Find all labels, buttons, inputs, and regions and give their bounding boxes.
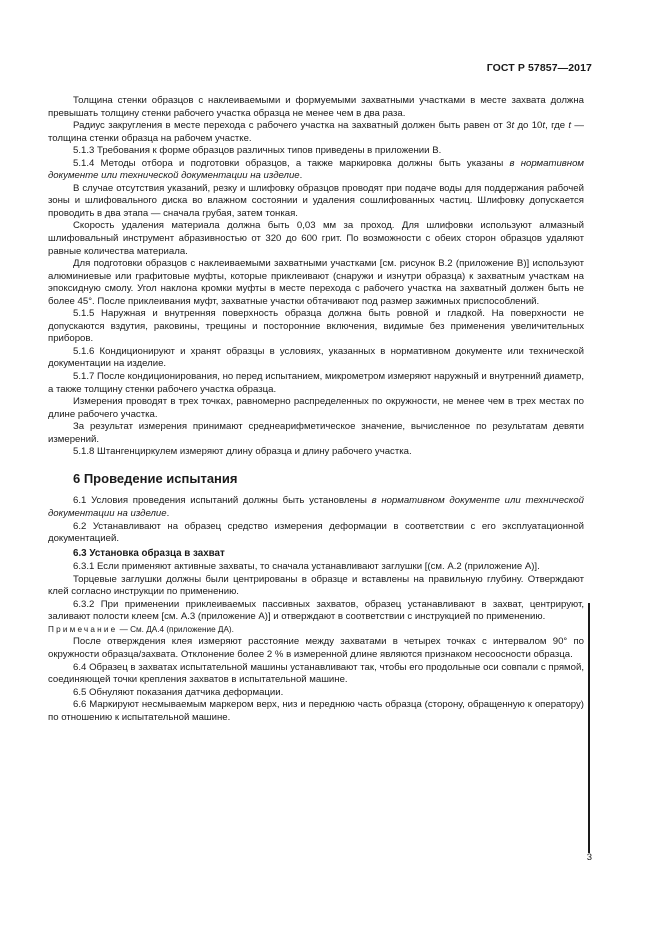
paragraph: 6.1 Условия проведения испытаний должны быть установлены в нормативном документе или технической документации на изделие. bbox=[48, 495, 585, 519]
paragraph: 6.6 Маркируют несмываемым маркером верх, низ и переднюю часть образца (сторону, обращенную к оператору) по отношению к испытательной машине. bbox=[48, 699, 584, 723]
paragraph: 5.1.3 Требования к форме образцов различных типов приведены в приложении В. bbox=[73, 145, 442, 157]
revision-bar bbox=[588, 603, 590, 853]
paragraph: 6.3.2 При применении приклеиваемых пассивных захватов, образец устанавливают в захват, центрируют, заливают полости клеем [см. А.3 (приложение А)] и отверждают в соответствии с инструкцией по применению. bbox=[48, 598, 584, 623]
paragraph: 5.1.5 Наружная и внутренняя поверхность образца должна быть ровной и гладкой. На поверхности не допускаются вздутия, раковины, трещины и посторонние включения, видимые без применения увеличительных приборов. bbox=[48, 308, 584, 345]
subsection-title: 6.3 Установка образца в захват bbox=[73, 547, 225, 559]
paragraph: 6.3.1 Если применяют активные захваты, то сначала устанавливают заглушки [(см. А.2 (приложение А)]. bbox=[73, 561, 540, 573]
paragraph: Измерения проводят в трех точках, равномерно распределенных по окружности, не менее чем в трех местах по длине рабочего участка. bbox=[48, 396, 584, 420]
paragraph: За результат измерения принимают среднеарифметическое значение, вычисленное по результатам девяти измерений. bbox=[48, 421, 584, 445]
paragraph: 6.5 Обнуляют показания датчика деформации. bbox=[73, 686, 284, 698]
paragraph: Толщина стенки образцов с наклеиваемыми и формуемыми захватными участками в месте захвата должна превышать толщину стенки рабочего участка образца не менее чем в два раза. bbox=[48, 95, 584, 119]
paragraph: Торцевые заглушки должны были центрированы в образце и вставлены на правильную глубину. Отверждают клей согласно инструкции по применению. bbox=[48, 573, 584, 598]
paragraph: После отверждения клея измеряют расстояние между захватами в четырех точках с интервалом 90° по окружности образца/захвата. Отклонение более 2 % в измеренной длине являются признаком несоосности образца. bbox=[48, 636, 584, 660]
paragraph: 5.1.7 После кондиционирования, но перед испытанием, микрометром измеряют наружный и внутренний диаметр, а также толщину стенки рабочего участка образца. bbox=[48, 371, 584, 395]
paragraph: 5.1.4 Методы отбора и подготовки образцов, а также маркировка должны быть указаны в нормативном документе или технической документации на изделие. bbox=[48, 157, 584, 182]
page-number: 3 bbox=[586, 852, 592, 863]
paragraph: 6.4 Образец в захватах испытательной машины устанавливают так, чтобы его продольные оси совпали с прямой, соединяющей точки крепления захватов в испытательной машине. bbox=[48, 661, 584, 686]
note bbox=[48, 624, 584, 637]
paragraph: В случае отсутствия указаний, резку и шлифовку образцов проводят при подаче воды для поддержания рабочей зоны и шлифовального диска во влажном состоянии и удаления сошлифованных частиц. Шлифовку допускается проводить в два этапа — сначала грубая, затем тонкая. bbox=[48, 182, 584, 219]
paragraph: Радиус закругления в месте перехода с рабочего участка на захватный должен быть равен от 3t до 10t, где t — толщина стенки образца на рабочем участке. bbox=[48, 120, 585, 144]
paragraph: Скорость удаления материала должна быть 0,03 мм за проход. Для шлифовки используют алмазный шлифовальный инструмент абразивностью от 320 до 600 грит. По возможности с обеих сторон образцов удаляют равные количества материала. bbox=[48, 220, 584, 257]
section-title: 6 Проведение испытания bbox=[73, 470, 238, 486]
paragraph: 5.1.8 Штангенциркулем измеряют длину образца и длину рабочего участка. bbox=[73, 446, 412, 458]
paragraph: Для подготовки образцов с наклеиваемыми захватными участками [см. рисунок В.2 (приложение В)] используют алюминиевые или графитовые муфты, которые приклеивают (снаружи и изнутри образца) к захватным участкам на эпоксидную смолу. Угол наклона кромки муфты в месте перехода с рабочего участка на захватный должен быть не более 45°. После приклеивания муфт, захватные участки обтачивают под размер зажимных приспособлений. bbox=[48, 258, 584, 307]
paragraph: 5.1.6 Кондиционируют и хранят образцы в условиях, указанных в нормативном документе или технической документации на изделие. bbox=[48, 345, 584, 370]
note-text: — См. ДА.4 (приложение ДА). bbox=[117, 624, 234, 634]
paragraph: 6.2 Устанавливают на образец средство измерения деформации в соответствии с его эксплуатационной документацией. bbox=[48, 520, 584, 545]
document-header: ГОСТ Р 57857—2017 bbox=[486, 62, 592, 74]
page-content bbox=[48, 95, 584, 724]
note-label: Примечание bbox=[48, 624, 118, 634]
